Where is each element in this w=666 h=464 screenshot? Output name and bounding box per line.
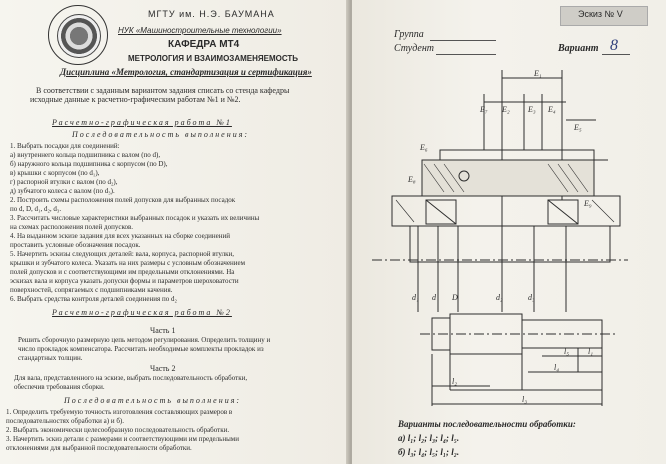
work1-subtitle: Последовательность выполнения: bbox=[72, 130, 250, 139]
shaft-label-l1: l₁ bbox=[588, 347, 594, 356]
shaft-label-l4: l₄ bbox=[554, 363, 560, 372]
nuk-name: НУК «Машиностроительные технологии» bbox=[118, 26, 282, 35]
work1-step-line: 5. Начертить эскизы следующих деталей: вала, корпуса, распорной втулки, bbox=[10, 250, 234, 258]
assembly-drawing bbox=[352, 0, 666, 464]
diam-label-d: d bbox=[432, 293, 436, 302]
work1-step-line: 3. Рассчитать числовые характеристики выбранных посадок и указать их величины bbox=[10, 214, 260, 222]
diam-label-D: D bbox=[452, 293, 458, 302]
dim-label-e1: E₁ bbox=[534, 69, 542, 78]
diam-label-d2: d₂ bbox=[496, 293, 503, 302]
work1-step-line: поверхностей, сопрягаемых с подшипниками качения. bbox=[10, 286, 173, 294]
part1-line: стандартных толщин. bbox=[18, 354, 83, 362]
part1-line: число прокладок компенсатора. Рассчитать необходимые комплекты прокладок из bbox=[18, 345, 264, 353]
dim-label-e8: E₈ bbox=[408, 175, 416, 184]
right-page bbox=[352, 0, 666, 464]
work1-step-line: 4. На выданном эскизе задания для всех указанных на сборке соединений bbox=[10, 232, 231, 240]
work1-step-line: проставить условные обозначения посадок. bbox=[10, 241, 141, 249]
work2-step-line: 2. Выбрать экономически целесообразную последовательность обработки. bbox=[6, 426, 230, 434]
work1-step-line: 2. Построить схемы расположения полей допусков для выбранных посадок bbox=[10, 196, 236, 204]
work1-step-line: на схемах расположения полей допусков. bbox=[10, 223, 134, 231]
shaft-label-l3: l₃ bbox=[522, 395, 528, 404]
part1-line: Решить сборочную размерную цепь методом регулирования. Определить толщину и bbox=[18, 336, 271, 344]
work2-step-line: 3. Начертить эскиз детали с размерами и соответствующими им предельными bbox=[6, 435, 239, 443]
dim-label-e9: E₉ bbox=[584, 199, 592, 208]
work1-step-line: а) внутреннего кольца подшипника с валом (по d), bbox=[10, 151, 161, 159]
work1-step-line: 1. Выбрать посадки для соединений: bbox=[10, 142, 120, 150]
dim-label-e6: E₆ bbox=[420, 143, 428, 152]
part2-line: Для вала, представленного на эскизе, выбрать последовательность обработки, bbox=[14, 374, 248, 382]
work2-step-line: последовательностях обработки а) и б). bbox=[6, 417, 124, 425]
variant-a: а) l₁; l₂; l₃; l₄; l₅. bbox=[398, 433, 460, 443]
work1-step-line: полей допусков и с соответствующими им предельными отклонениями. На bbox=[10, 268, 235, 276]
shaft-label-l5: l₅ bbox=[564, 347, 570, 356]
work2-title: Расчетно-графическая работа №2 bbox=[52, 308, 232, 317]
variant-value: 8 bbox=[610, 37, 618, 54]
dim-label-e7: E₇ bbox=[480, 105, 488, 114]
shaft-label-l2: l₂ bbox=[452, 377, 458, 386]
sketch-number: Эскиз № V bbox=[578, 9, 623, 19]
university-logo bbox=[48, 5, 108, 65]
work1-step-line: по d, D, d₁, d₂, d₃. bbox=[10, 205, 62, 213]
dim-label-e3: E₃ bbox=[528, 105, 536, 114]
work1-step-line: 6. Выбрать средства контроля деталей соединения по d₂ bbox=[10, 295, 177, 303]
work1-step-line: крышки и зубчатого колеса. Указать на них размеры с условным обозначением bbox=[10, 259, 246, 267]
diam-label-d3: d₃ bbox=[528, 293, 535, 302]
discipline: Дисциплина «Метрология, стандартизация и сертификация» bbox=[60, 67, 312, 77]
group-label: Группа bbox=[394, 29, 424, 40]
variant-label: Вариант bbox=[558, 43, 599, 54]
work1-step-line: д) зубчатого колеса с валом (по d₃). bbox=[10, 187, 115, 195]
work1-title: Расчетно-графическая работа №1 bbox=[52, 118, 232, 127]
department: КАФЕДРА МТ4 bbox=[168, 39, 240, 50]
intro-line-1: В соответствии с заданным вариантом задания списать со стенда кафедры bbox=[36, 86, 290, 95]
work1-step-line: г) распорной втулки с валом (по d₂), bbox=[10, 178, 118, 186]
work2-step-line: отклонениями для выбранной последовательности обработки. bbox=[6, 444, 192, 452]
variant-b: б) l₃; l₄; l₅; l₁; l₂. bbox=[398, 447, 460, 457]
dim-label-e4: E₄ bbox=[548, 105, 556, 114]
diam-label-d1: d₁ bbox=[412, 293, 419, 302]
intro-line-2: исходные данные к расчетно-графическим работам №1 и №2. bbox=[30, 95, 241, 104]
variants-title: Варианты последовательности обработки: bbox=[398, 419, 576, 429]
part2-heading: Часть 2 bbox=[150, 364, 176, 373]
work1-step-line: б) наружного кольца подшипника с корпусом (по D), bbox=[10, 160, 168, 168]
part1-heading: Часть 1 bbox=[150, 326, 176, 335]
work1-step-line: в) крышки с корпусом (по d₁), bbox=[10, 169, 100, 177]
part2-line: обеспечив требования сборки. bbox=[14, 383, 105, 391]
work2-step-line: 1. Определить требуемую точность изготовления составляющих размеров в bbox=[6, 408, 233, 416]
university-name: МГТУ им. Н.Э. БАУМАНА bbox=[148, 9, 275, 19]
student-label: Студент bbox=[394, 43, 434, 54]
subject-topic: МЕТРОЛОГИЯ И ВЗАИМОЗАМЕНЯЕМОСТЬ bbox=[128, 54, 299, 63]
work1-step-line: эскизах вала и корпуса указать допуски формы и параметров шероховатости bbox=[10, 277, 239, 285]
dim-label-e5: E₅ bbox=[574, 123, 582, 132]
work2-subtitle: Последовательность выполнения: bbox=[64, 396, 242, 405]
dim-label-e2: E₂ bbox=[502, 105, 510, 114]
